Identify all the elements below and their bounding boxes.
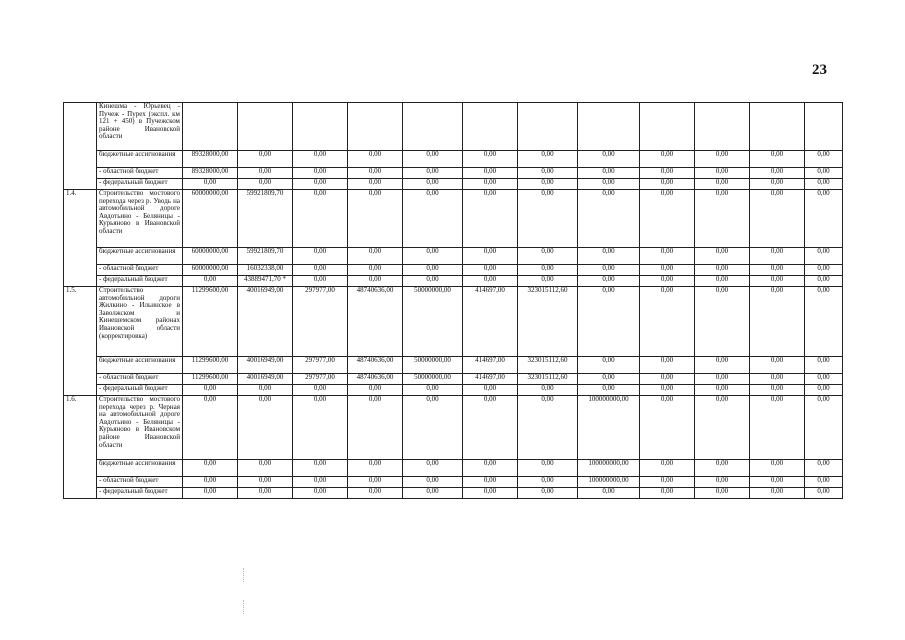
section-name: Кинешма - Юрьевец - Пучеж - Пурех (экспл. км 121 + 450) в Пучежском районе Ивановской области bbox=[97, 103, 183, 151]
value-cell: 0,00 bbox=[640, 488, 695, 499]
budget-row bbox=[64, 374, 843, 385]
value-cell: 0,00 bbox=[463, 396, 518, 460]
value-cell bbox=[463, 103, 518, 151]
value-cell: 0,00 bbox=[348, 179, 403, 190]
value-cell: 0,00 bbox=[518, 151, 578, 168]
row-label: бюджетные ассигнования bbox=[97, 151, 183, 168]
value-cell: 48740636,00 bbox=[348, 357, 403, 374]
value-cell: 16032338,00 bbox=[238, 265, 293, 276]
value-cell: 323015112,60 bbox=[518, 357, 578, 374]
budget-row bbox=[64, 248, 843, 265]
value-cell: 0,00 bbox=[750, 287, 805, 357]
value-cell: 0,00 bbox=[805, 168, 843, 179]
budget-row bbox=[64, 276, 843, 287]
section-name: Строительство автомобильной дороги Жилкино - Ильинское в Заволжском и Кинешемском районах Ивановской области (корректировка) bbox=[97, 287, 183, 357]
value-cell: 0,00 bbox=[805, 477, 843, 488]
section-row bbox=[64, 103, 843, 151]
value-cell: 0,00 bbox=[750, 460, 805, 477]
value-cell: 0,00 bbox=[348, 265, 403, 276]
value-cell: 0,00 bbox=[640, 287, 695, 357]
budget-row bbox=[64, 151, 843, 168]
value-cell: 0,00 bbox=[403, 179, 463, 190]
value-cell: 0,00 bbox=[293, 460, 348, 477]
value-cell: 297977,00 bbox=[293, 374, 348, 385]
value-cell: 0,00 bbox=[578, 151, 640, 168]
value-cell: 0,00 bbox=[750, 276, 805, 287]
value-cell: 0,00 bbox=[463, 151, 518, 168]
value-cell: 0,00 bbox=[463, 265, 518, 276]
value-cell: 0,00 bbox=[750, 396, 805, 460]
value-cell: 0,00 bbox=[640, 477, 695, 488]
value-cell: 0,00 bbox=[403, 460, 463, 477]
value-cell: 0,00 bbox=[238, 179, 293, 190]
value-cell: 0,00 bbox=[805, 460, 843, 477]
value-cell: 0,00 bbox=[348, 248, 403, 265]
value-cell: 0,00 bbox=[695, 276, 750, 287]
value-cell: 48740636,00 bbox=[348, 374, 403, 385]
row-label: - федеральный бюджет bbox=[97, 488, 183, 499]
row-label: бюджетные ассигнования bbox=[97, 460, 183, 477]
row-label: бюджетные ассигнования bbox=[97, 248, 183, 265]
value-cell: 89328000,00 bbox=[183, 168, 238, 179]
value-cell: 414697,00 bbox=[463, 357, 518, 374]
value-cell bbox=[805, 103, 843, 151]
value-cell: 0,00 bbox=[805, 374, 843, 385]
value-cell: 89328000,00 bbox=[183, 151, 238, 168]
value-cell: 0,00 bbox=[463, 477, 518, 488]
value-cell: 0,00 bbox=[293, 168, 348, 179]
value-cell: 0,00 bbox=[463, 179, 518, 190]
value-cell: 0,00 bbox=[348, 477, 403, 488]
value-cell: 50000000,00 bbox=[403, 374, 463, 385]
value-cell: 59921809,70 bbox=[238, 248, 293, 265]
value-cell: 0,00 bbox=[403, 276, 463, 287]
value-cell: 0,00 bbox=[640, 179, 695, 190]
value-cell: 0,00 bbox=[238, 168, 293, 179]
row-label: - федеральный бюджет bbox=[97, 385, 183, 396]
value-cell: 0,00 bbox=[640, 396, 695, 460]
value-cell: 0,00 bbox=[805, 151, 843, 168]
row-label: - областной бюджет bbox=[97, 168, 183, 179]
value-cell bbox=[750, 103, 805, 151]
value-cell: 0,00 bbox=[805, 385, 843, 396]
value-cell: 0,00 bbox=[463, 276, 518, 287]
value-cell bbox=[183, 103, 238, 151]
value-cell bbox=[403, 103, 463, 151]
value-cell: 0,00 bbox=[183, 488, 238, 499]
value-cell: 0,00 bbox=[578, 276, 640, 287]
value-cell: 0,00 bbox=[293, 190, 348, 248]
value-cell: 0,00 bbox=[238, 488, 293, 499]
value-cell: 100000000,00 bbox=[578, 460, 640, 477]
value-cell: 0,00 bbox=[640, 385, 695, 396]
value-cell: 297977,00 bbox=[293, 287, 348, 357]
budget-row bbox=[64, 385, 843, 396]
value-cell: 0,00 bbox=[463, 168, 518, 179]
value-cell bbox=[578, 103, 640, 151]
value-cell: 0,00 bbox=[348, 151, 403, 168]
value-cell: 0,00 bbox=[293, 265, 348, 276]
value-cell: 0,00 bbox=[695, 265, 750, 276]
row-label: - областной бюджет bbox=[97, 265, 183, 276]
value-cell: 0,00 bbox=[695, 488, 750, 499]
value-cell: 0,00 bbox=[403, 477, 463, 488]
value-cell: 0,00 bbox=[183, 396, 238, 460]
value-cell: 11299600,00 bbox=[183, 287, 238, 357]
value-cell: 0,00 bbox=[750, 179, 805, 190]
value-cell: 0,00 bbox=[578, 488, 640, 499]
value-cell: 0,00 bbox=[463, 190, 518, 248]
row-label: - областной бюджет bbox=[97, 374, 183, 385]
value-cell: 0,00 bbox=[293, 248, 348, 265]
value-cell: 0,00 bbox=[348, 190, 403, 248]
value-cell bbox=[293, 103, 348, 151]
value-cell: 0,00 bbox=[238, 151, 293, 168]
value-cell: 0,00 bbox=[518, 460, 578, 477]
value-cell: 0,00 bbox=[238, 460, 293, 477]
value-cell bbox=[238, 103, 293, 151]
value-cell: 11299600,00 bbox=[183, 357, 238, 374]
value-cell bbox=[695, 103, 750, 151]
budget-row bbox=[64, 168, 843, 179]
value-cell: 0,00 bbox=[640, 265, 695, 276]
value-cell: 0,00 bbox=[578, 248, 640, 265]
value-cell: 0,00 bbox=[750, 374, 805, 385]
value-cell: 0,00 bbox=[518, 248, 578, 265]
value-cell: 0,00 bbox=[750, 477, 805, 488]
value-cell: 0,00 bbox=[695, 168, 750, 179]
value-cell: 0,00 bbox=[463, 460, 518, 477]
value-cell: 11299600,00 bbox=[183, 374, 238, 385]
value-cell: 0,00 bbox=[293, 385, 348, 396]
value-cell: 0,00 bbox=[463, 385, 518, 396]
value-cell: 0,00 bbox=[695, 396, 750, 460]
value-cell: 0,00 bbox=[750, 357, 805, 374]
value-cell: 0,00 bbox=[518, 396, 578, 460]
value-cell: 0,00 bbox=[695, 190, 750, 248]
value-cell: 60000000,00 bbox=[183, 265, 238, 276]
value-cell: 0,00 bbox=[750, 248, 805, 265]
value-cell: 0,00 bbox=[640, 168, 695, 179]
value-cell: 0,00 bbox=[578, 374, 640, 385]
value-cell: 0,00 bbox=[518, 488, 578, 499]
value-cell: 0,00 bbox=[403, 151, 463, 168]
value-cell: 0,00 bbox=[293, 396, 348, 460]
value-cell: 59921809,70 bbox=[238, 190, 293, 248]
value-cell: 0,00 bbox=[293, 179, 348, 190]
value-cell: 414697,00 bbox=[463, 374, 518, 385]
value-cell: 100000000,00 bbox=[578, 477, 640, 488]
value-cell: 0,00 bbox=[805, 396, 843, 460]
row-label: - федеральный бюджет bbox=[97, 179, 183, 190]
section-name: Строительство мостового перехода через р. Уводь на автомобильной дороге Авдотьино - Беляницы - Курьяново в Ивановской области bbox=[97, 190, 183, 248]
value-cell: 0,00 bbox=[348, 396, 403, 460]
section-index: 1.4. bbox=[64, 190, 97, 287]
value-cell: 0,00 bbox=[463, 248, 518, 265]
row-label: - федеральный бюджет bbox=[97, 276, 183, 287]
value-cell bbox=[348, 103, 403, 151]
value-cell: 0,00 bbox=[750, 265, 805, 276]
value-cell: 323015112,60 bbox=[518, 374, 578, 385]
value-cell: 43889471,70 * bbox=[238, 276, 293, 287]
value-cell: 0,00 bbox=[805, 276, 843, 287]
value-cell: 50000000,00 bbox=[403, 357, 463, 374]
value-cell: 0,00 bbox=[403, 385, 463, 396]
value-cell: 0,00 bbox=[695, 357, 750, 374]
value-cell: 0,00 bbox=[805, 190, 843, 248]
table-body bbox=[64, 103, 843, 499]
budget-row bbox=[64, 477, 843, 488]
value-cell: 0,00 bbox=[518, 179, 578, 190]
value-cell: 0,00 bbox=[640, 276, 695, 287]
value-cell: 0,00 bbox=[695, 477, 750, 488]
value-cell: 0,00 bbox=[518, 168, 578, 179]
value-cell: 0,00 bbox=[805, 357, 843, 374]
value-cell: 0,00 bbox=[183, 477, 238, 488]
section-index: 1.6. bbox=[64, 396, 97, 499]
value-cell: 0,00 bbox=[805, 488, 843, 499]
value-cell: 0,00 bbox=[578, 168, 640, 179]
value-cell: 60000000,00 bbox=[183, 248, 238, 265]
value-cell: 0,00 bbox=[695, 460, 750, 477]
value-cell: 0,00 bbox=[348, 168, 403, 179]
section-index bbox=[64, 103, 97, 190]
budget-table bbox=[63, 102, 843, 499]
value-cell: 0,00 bbox=[695, 374, 750, 385]
value-cell: 0,00 bbox=[805, 265, 843, 276]
value-cell: 0,00 bbox=[183, 276, 238, 287]
section-row bbox=[64, 190, 843, 248]
budget-row bbox=[64, 179, 843, 190]
budget-row bbox=[64, 460, 843, 477]
value-cell: 0,00 bbox=[238, 385, 293, 396]
row-label: бюджетные ассигнования bbox=[97, 357, 183, 374]
value-cell: 0,00 bbox=[640, 460, 695, 477]
value-cell: 0,00 bbox=[518, 265, 578, 276]
value-cell: 0,00 bbox=[578, 190, 640, 248]
value-cell: 0,00 bbox=[293, 488, 348, 499]
value-cell: 0,00 bbox=[640, 374, 695, 385]
value-cell bbox=[640, 103, 695, 151]
value-cell: 0,00 bbox=[348, 276, 403, 287]
value-cell: 40016949,00 bbox=[238, 374, 293, 385]
value-cell: 0,00 bbox=[518, 190, 578, 248]
value-cell: 0,00 bbox=[750, 488, 805, 499]
section-row bbox=[64, 396, 843, 460]
value-cell: 0,00 bbox=[403, 190, 463, 248]
budget-row bbox=[64, 265, 843, 276]
value-cell: 0,00 bbox=[750, 168, 805, 179]
value-cell: 0,00 bbox=[463, 488, 518, 499]
value-cell: 0,00 bbox=[183, 460, 238, 477]
value-cell bbox=[518, 103, 578, 151]
value-cell: 0,00 bbox=[348, 460, 403, 477]
value-cell: 0,00 bbox=[293, 151, 348, 168]
section-name: Строительство мостового перехода через р. Черная на автомобильной дороге Авдотьино - Беляницы - Курьяново в Ивановском районе Ивановской области bbox=[97, 396, 183, 460]
value-cell: 0,00 bbox=[183, 385, 238, 396]
budget-row bbox=[64, 488, 843, 499]
value-cell: 0,00 bbox=[640, 357, 695, 374]
value-cell: 0,00 bbox=[403, 168, 463, 179]
value-cell: 0,00 bbox=[578, 265, 640, 276]
value-cell: 40016949,00 bbox=[238, 357, 293, 374]
value-cell: 323015112,60 bbox=[518, 287, 578, 357]
scan-artifact-dots bbox=[243, 568, 246, 582]
value-cell: 0,00 bbox=[518, 477, 578, 488]
value-cell: 0,00 bbox=[805, 287, 843, 357]
value-cell: 0,00 bbox=[695, 287, 750, 357]
value-cell: 414697,00 bbox=[463, 287, 518, 357]
budget-row bbox=[64, 357, 843, 374]
value-cell: 0,00 bbox=[238, 396, 293, 460]
value-cell: 0,00 bbox=[518, 385, 578, 396]
value-cell: 0,00 bbox=[695, 179, 750, 190]
value-cell: 60000000,00 bbox=[183, 190, 238, 248]
section-row bbox=[64, 287, 843, 357]
page-number: 23 bbox=[812, 62, 827, 78]
row-label: - областной бюджет bbox=[97, 477, 183, 488]
value-cell: 100000000,00 bbox=[578, 396, 640, 460]
value-cell: 0,00 bbox=[403, 396, 463, 460]
value-cell: 0,00 bbox=[805, 248, 843, 265]
value-cell: 40016949,00 bbox=[238, 287, 293, 357]
value-cell: 0,00 bbox=[293, 276, 348, 287]
value-cell: 0,00 bbox=[695, 385, 750, 396]
value-cell: 0,00 bbox=[403, 488, 463, 499]
value-cell: 0,00 bbox=[183, 179, 238, 190]
section-index: 1.5. bbox=[64, 287, 97, 396]
value-cell: 0,00 bbox=[805, 179, 843, 190]
value-cell: 0,00 bbox=[403, 265, 463, 276]
value-cell: 0,00 bbox=[348, 488, 403, 499]
value-cell: 0,00 bbox=[640, 151, 695, 168]
value-cell: 297977,00 bbox=[293, 357, 348, 374]
value-cell: 0,00 bbox=[640, 248, 695, 265]
value-cell: 0,00 bbox=[348, 385, 403, 396]
value-cell: 0,00 bbox=[695, 151, 750, 168]
value-cell: 0,00 bbox=[578, 287, 640, 357]
value-cell: 0,00 bbox=[578, 179, 640, 190]
value-cell: 0,00 bbox=[238, 477, 293, 488]
value-cell: 0,00 bbox=[695, 248, 750, 265]
value-cell: 0,00 bbox=[403, 248, 463, 265]
value-cell: 0,00 bbox=[518, 276, 578, 287]
value-cell: 0,00 bbox=[750, 190, 805, 248]
scan-artifact-dots bbox=[243, 600, 246, 614]
value-cell: 0,00 bbox=[750, 151, 805, 168]
value-cell: 0,00 bbox=[578, 385, 640, 396]
value-cell: 48740636,00 bbox=[348, 287, 403, 357]
value-cell: 0,00 bbox=[578, 357, 640, 374]
value-cell: 0,00 bbox=[293, 477, 348, 488]
value-cell: 50000000,00 bbox=[403, 287, 463, 357]
value-cell: 0,00 bbox=[640, 190, 695, 248]
value-cell: 0,00 bbox=[750, 385, 805, 396]
